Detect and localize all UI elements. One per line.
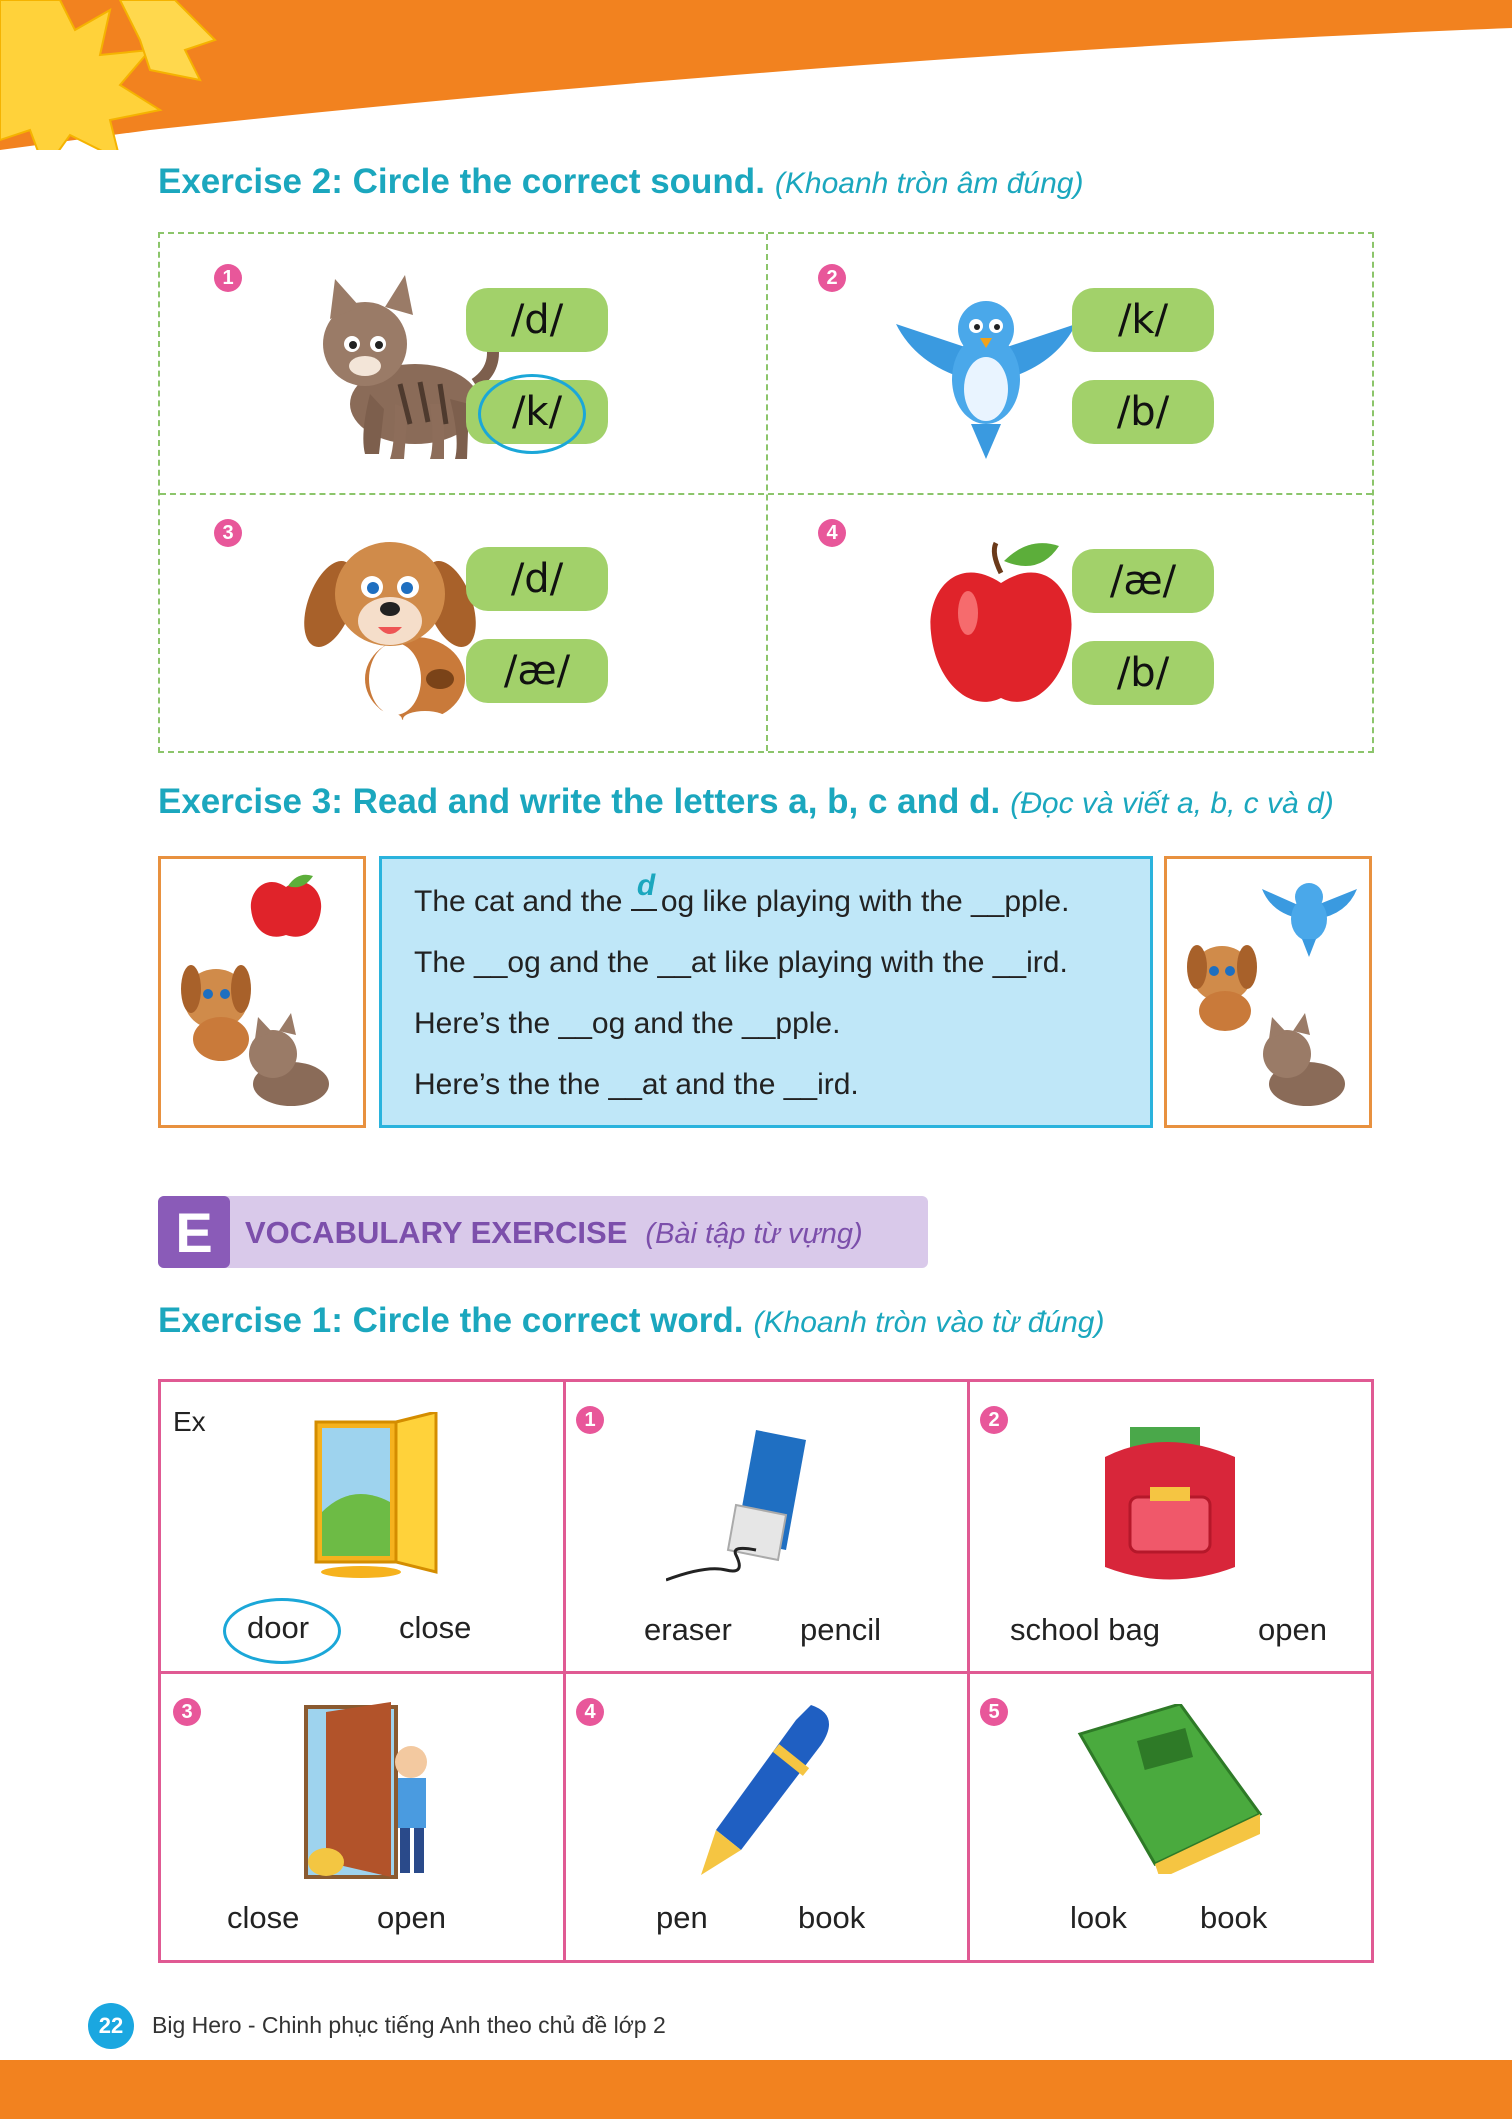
exercise3-title-text: Exercise 3: Read and write the letters a, b, c and d. <box>158 782 1001 821</box>
section-e-title <box>245 1215 863 1251</box>
pen-picture <box>686 1700 846 1880</box>
vocab-item-5 <box>970 1674 1371 1960</box>
vocab-item-2 <box>970 1382 1371 1671</box>
bird-picture <box>896 274 1076 464</box>
item-number-badge: 1 <box>214 264 242 292</box>
footer-text: Big Hero - Chinh phục tiếng Anh theo chủ đề lớp 2 <box>152 2012 666 2038</box>
vocab-item-4 <box>566 1674 967 1960</box>
item-number-badge: 1 <box>576 1406 604 1434</box>
word-option-book[interactable]: book <box>1200 1900 1268 1935</box>
word-option-eraser[interactable]: eraser <box>644 1612 732 1647</box>
exercise3-sentence-4: Here’s the the __at and the __ird. <box>414 1068 859 1101</box>
section-letter-badge: E <box>158 1196 230 1268</box>
eraser-picture <box>666 1410 856 1590</box>
bottom-orange-band <box>0 2060 1512 2119</box>
exercise2-grid <box>158 232 1374 753</box>
door-picture <box>306 1412 446 1582</box>
exercise2-item-3 <box>160 493 766 752</box>
vocab-item-3 <box>161 1674 563 1960</box>
sound-option-k[interactable]: /k/ <box>466 380 608 444</box>
exercise2-item-2 <box>766 234 1372 493</box>
vocab-exercise1-subtitle: (Khoanh tròn vào từ đúng) <box>753 1306 1105 1339</box>
left-picture-box <box>158 856 366 1128</box>
exercise2-subtitle: (Khoanh tròn âm đúng) <box>774 167 1084 200</box>
exercise2-title-text: Exercise 2: Circle the correct sound. <box>158 162 765 201</box>
item-number-badge: 5 <box>980 1698 1008 1726</box>
vocab-item-1 <box>566 1382 967 1671</box>
bird-dog-cat-picture <box>1167 859 1369 1125</box>
answer-circle <box>478 374 586 454</box>
exercise2-title <box>158 162 1083 202</box>
exercise2-item-1 <box>160 234 766 493</box>
exercise3-text-box <box>379 856 1153 1128</box>
sound-option-k[interactable]: /k/ <box>1072 288 1214 352</box>
sound-option-d[interactable]: /d/ <box>466 547 608 611</box>
section-subtitle: (Bài tập từ vựng) <box>645 1218 863 1250</box>
sound-option-ae[interactable]: /æ/ <box>466 639 608 703</box>
item-number-badge: 4 <box>576 1698 604 1726</box>
open-door-boy-picture <box>296 1702 446 1882</box>
example-label: Ex <box>173 1406 206 1437</box>
item-number-badge: 3 <box>214 519 242 547</box>
word-option-book[interactable]: book <box>798 1900 866 1935</box>
exercise3-title <box>158 782 1334 822</box>
section-title-text: VOCABULARY EXERCISE <box>245 1215 628 1250</box>
word-option-school-bag[interactable]: school bag <box>1010 1612 1160 1647</box>
exercise3-sentence-1 <box>414 869 1070 919</box>
item-number-badge: 3 <box>173 1698 201 1726</box>
word-option-pen[interactable]: pen <box>656 1900 708 1935</box>
item-number-badge: 2 <box>980 1406 1008 1434</box>
vocab-exercise1-title-text: Exercise 1: Circle the correct word. <box>158 1301 744 1340</box>
maple-leaf-icon <box>0 0 215 150</box>
word-option-open[interactable]: open <box>377 1900 446 1935</box>
dog-apple-cat-picture <box>161 859 363 1125</box>
sentence-text: The cat and the <box>414 885 631 918</box>
word-option-door[interactable]: door <box>247 1610 310 1645</box>
apple-picture <box>926 533 1076 713</box>
exercise3-sentence-2: The __og and the __at like playing with the __ird. <box>414 946 1068 979</box>
word-option-open[interactable]: open <box>1258 1612 1327 1647</box>
word-option-look[interactable]: look <box>1070 1900 1127 1935</box>
sound-option-d[interactable]: /d/ <box>466 288 608 352</box>
exercise3-sentence-3: Here’s the __og and the __pple. <box>414 1007 841 1040</box>
sound-option-ae[interactable]: /æ/ <box>1072 549 1214 613</box>
vocab-exercise1-title <box>158 1301 1104 1341</box>
answer-circle <box>223 1598 341 1664</box>
item-number-badge: 4 <box>818 519 846 547</box>
exercise2-item-4 <box>766 493 1372 752</box>
school-bag-picture <box>1085 1417 1255 1587</box>
exercise3-subtitle: (Đọc và viết a, b, c và d) <box>1010 787 1334 820</box>
vocab-grid <box>158 1379 1374 1963</box>
top-orange-band <box>0 0 1512 150</box>
word-option-close[interactable]: close <box>227 1900 300 1935</box>
page-number: 22 <box>88 2003 134 2049</box>
right-picture-box <box>1164 856 1372 1128</box>
fill-blank[interactable] <box>631 869 661 919</box>
sound-option-b[interactable]: /b/ <box>1072 380 1214 444</box>
word-option-close[interactable]: close <box>399 1610 472 1645</box>
vocab-example-cell <box>161 1382 563 1671</box>
sentence-text: og like playing with the __pple. <box>660 885 1070 918</box>
word-option-pencil[interactable]: pencil <box>800 1612 881 1647</box>
item-number-badge: 2 <box>818 264 846 292</box>
filled-letter: d <box>636 869 656 902</box>
book-picture <box>1070 1704 1270 1874</box>
sound-option-b[interactable]: /b/ <box>1072 641 1214 705</box>
